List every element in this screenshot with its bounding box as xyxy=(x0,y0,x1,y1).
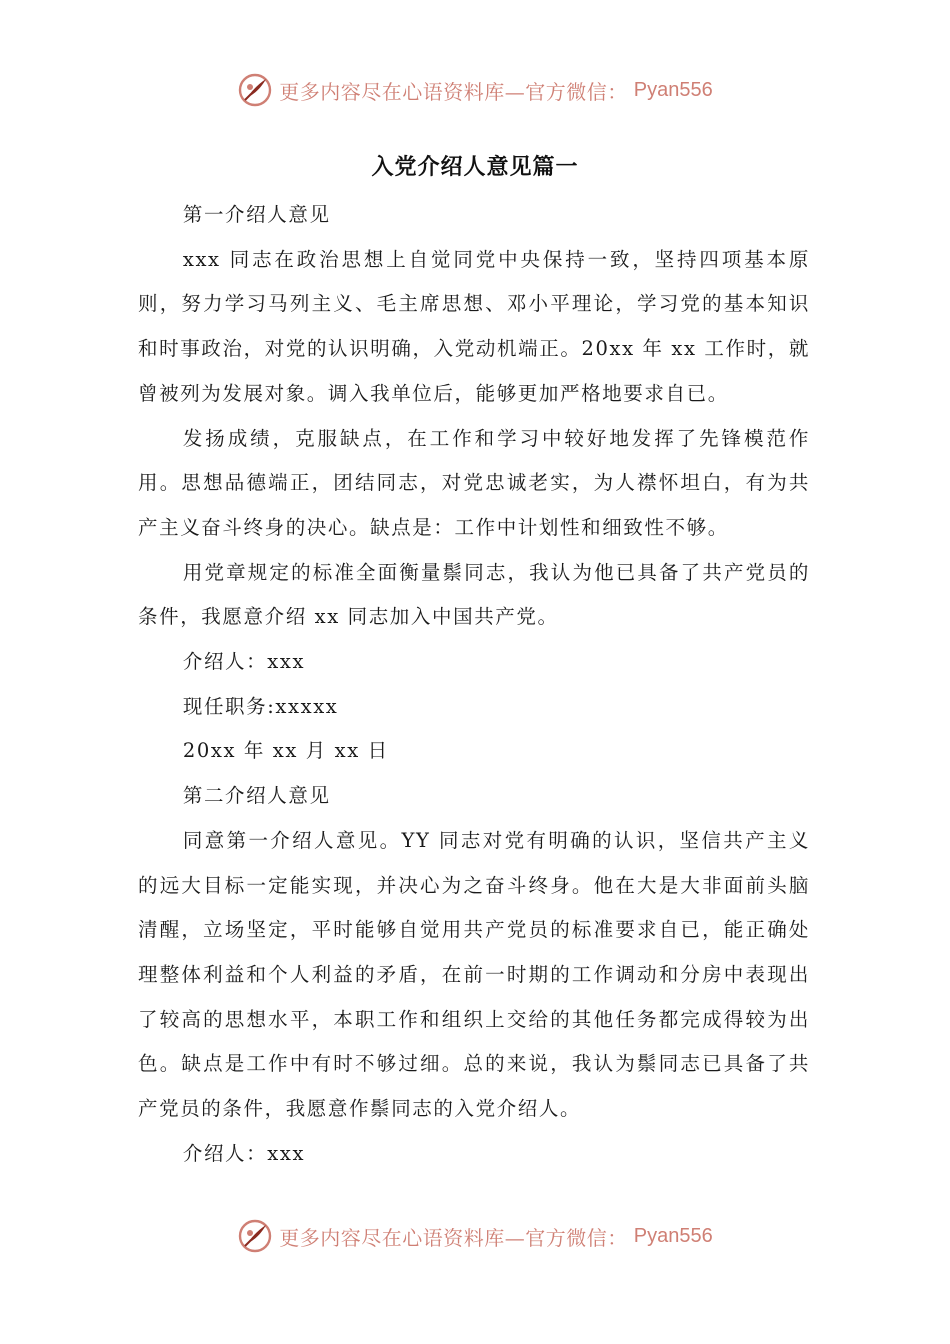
paragraph: 用党章规定的标准全面衡量鬃同志，我认为他已具备了共产党员的条件，我愿意介绍 xx 同志加入中国共产党。 xyxy=(138,560,810,629)
quill-logo-icon xyxy=(237,72,273,108)
header-banner xyxy=(0,68,950,112)
paragraph: 第一介绍人意见 xyxy=(182,203,331,226)
paragraph: 同意第一介绍人意见。YY 同志对党有明确的认识，坚信共产主义的远大目标一定能实现，并决心为之奋斗终身。他在大是大非面前头脑清醒，立场坚定，平时能够自觉用共产党员的标准要求自已，能正确处理整体利益和个人利益的矛盾，在前一时期的工作调动和分房中表现出了较高的思想水平，本职工作和组织上交给的其他任务都完成得较为出色。缺点是工作中有时不够过细。总的来说，我认为鬃同志已具备了共产党员的条件，我愿意作鬃同志的入党介绍人。 xyxy=(138,828,810,1121)
banner-wechat-id: Pyan556 xyxy=(633,1224,713,1247)
paragraph: 介绍人：xxx xyxy=(182,1141,306,1165)
quill-logo-icon xyxy=(237,1218,273,1254)
banner-text: 更多内容尽在心语资料库—官方微信： xyxy=(279,1225,628,1250)
banner-wechat-id: Pyan556 xyxy=(633,78,713,101)
paragraph: 现任职务:xxxxx xyxy=(182,694,339,718)
banner-text: 更多内容尽在心语资料库—官方微信： xyxy=(279,79,628,104)
paragraph: 发扬成绩，克服缺点，在工作和学习中较好地发挥了先锋模范作用。思想品德端正，团结同志，对党忠诚老实，为人襟怀坦白，有为共产主义奋斗终身的决心。缺点是：工作中计划性和细致性不够。 xyxy=(138,426,810,539)
paragraph: xxx 同志在政治思想上自觉同党中央保持一致，坚持四项基本原则，努力学习马列主义、毛主席思想、邓小平理论，学习党的基本知识和时事政治，对党的认识明确，入党动机端正。20xx 年 xx 工作时，就曾被列为发展对象。调入我单位后，能够更加严格地要求自已。 xyxy=(138,247,810,405)
document-body xyxy=(138,193,810,1176)
footer-banner xyxy=(0,1214,950,1258)
paragraph: 介绍人：xxx xyxy=(182,650,306,674)
paragraph: 第二介绍人意见 xyxy=(182,784,331,808)
document-title: 入党介绍人意见篇一 xyxy=(371,155,579,180)
paragraph: 20xx 年 xx 月 xx 日 xyxy=(182,739,389,763)
